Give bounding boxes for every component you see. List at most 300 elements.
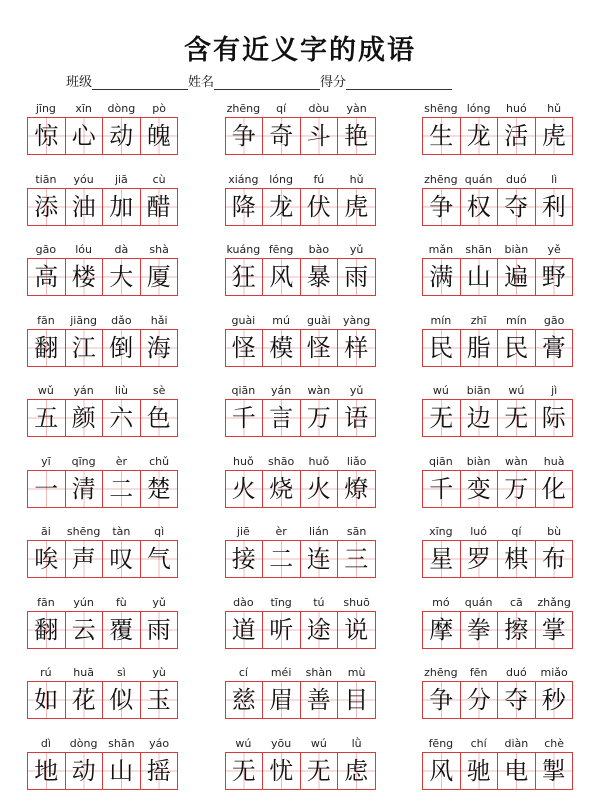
- pinyin-syllable: fān: [37, 313, 55, 327]
- hanzi-character: 驰: [466, 756, 491, 785]
- pinyin-syllable: yù: [152, 666, 166, 679]
- tianzige-boxes: [225, 540, 376, 578]
- student-info-line: [66, 71, 452, 90]
- pinyin-syllable: shāo: [268, 454, 295, 468]
- character-box: [423, 612, 461, 648]
- class-label: 班级: [66, 75, 93, 90]
- hanzi-character: 语: [344, 404, 369, 432]
- pinyin-syllable: huà: [543, 454, 565, 468]
- tianzige-boxes: [225, 329, 376, 367]
- pinyin-syllable: jīng: [35, 102, 56, 115]
- idiom-item: [27, 382, 178, 453]
- hanzi-character: 地: [34, 756, 59, 785]
- character-box: [338, 612, 375, 648]
- pinyin-syllable: yī: [41, 454, 51, 468]
- character-box: [301, 259, 339, 295]
- character-box: [536, 471, 573, 507]
- character-box: [338, 541, 375, 577]
- character-box: [301, 682, 339, 718]
- character-box: [226, 330, 264, 366]
- idiom-row: [27, 594, 573, 665]
- character-box: [28, 259, 66, 295]
- character-box: [423, 259, 461, 295]
- pinyin-syllable: yàn: [346, 102, 367, 115]
- character-box: [536, 682, 573, 718]
- hanzi-character: 三: [344, 545, 369, 573]
- character-box: [226, 400, 264, 436]
- hanzi-character: 星: [429, 545, 454, 573]
- pinyin-row: [422, 594, 573, 611]
- tianzige-boxes: [422, 188, 573, 226]
- character-box: [498, 471, 536, 507]
- pinyin-syllable: jiāng: [70, 313, 98, 327]
- idiom-item: [27, 453, 178, 524]
- hanzi-character: 脂: [466, 333, 491, 362]
- pinyin-syllable: diàn: [504, 736, 529, 750]
- pinyin-syllable: zhēng: [424, 172, 458, 186]
- tianzige-boxes: [422, 117, 573, 155]
- tianzige-boxes: [27, 611, 178, 649]
- pinyin-row: [27, 171, 178, 188]
- hanzi-character: 争: [429, 686, 454, 714]
- character-box: [461, 400, 499, 436]
- character-box: [103, 189, 141, 225]
- character-box: [338, 189, 375, 225]
- hanzi-character: 厦: [146, 263, 171, 291]
- hanzi-character: 说: [344, 615, 369, 644]
- pinyin-syllable: chè: [544, 736, 565, 750]
- pinyin-syllable: yóu: [73, 172, 94, 186]
- idiom-item: [422, 523, 573, 594]
- pinyin-syllable: cí: [238, 666, 248, 679]
- hanzi-character: 声: [71, 545, 96, 573]
- pinyin-row: [225, 735, 376, 752]
- pinyin-syllable: gāo: [543, 313, 565, 327]
- character-box: [338, 259, 375, 295]
- pinyin-syllable: yǔ: [349, 384, 364, 397]
- page-title: 含有近义字的成语: [184, 35, 416, 66]
- character-box: [226, 612, 264, 648]
- tianzige-boxes: [422, 681, 573, 719]
- hanzi-character: 玉: [146, 686, 171, 714]
- pinyin-syllable: cù: [152, 172, 166, 186]
- pinyin-syllable: tīng: [270, 595, 292, 609]
- character-box: [301, 612, 339, 648]
- hanzi-character: 六: [109, 404, 134, 432]
- character-box: [141, 753, 178, 789]
- hanzi-character: 争: [429, 192, 454, 221]
- hanzi-character: 燎: [344, 474, 369, 503]
- character-box: [498, 189, 536, 225]
- character-box: [28, 471, 66, 507]
- pinyin-syllable: fù: [115, 595, 127, 609]
- pinyin-syllable: huǒ: [308, 454, 330, 468]
- character-box: [103, 541, 141, 577]
- hanzi-character: 万: [504, 474, 529, 503]
- pinyin-syllable: sè: [152, 384, 166, 397]
- idiom-item: [225, 453, 376, 524]
- pinyin-row: [225, 664, 376, 681]
- tianzige-boxes: [27, 540, 178, 578]
- character-box: [66, 330, 104, 366]
- character-box: [536, 753, 573, 789]
- character-box: [338, 118, 375, 154]
- pinyin-syllable: wǔ: [37, 384, 54, 397]
- hanzi-character: 心: [71, 122, 96, 150]
- character-box: [338, 682, 375, 718]
- hanzi-character: 夺: [504, 192, 529, 221]
- character-box: [423, 330, 461, 366]
- hanzi-character: 花: [71, 686, 96, 714]
- pinyin-syllable: èr: [115, 454, 128, 468]
- hanzi-character: 二: [109, 474, 134, 503]
- tianzige-boxes: [422, 470, 573, 508]
- pinyin-syllable: fān: [37, 595, 55, 609]
- pinyin-syllable: mǎn: [428, 243, 454, 256]
- hanzi-character: 民: [429, 333, 454, 362]
- pinyin-syllable: yǔ: [152, 595, 166, 609]
- idiom-item: [27, 100, 178, 171]
- idiom-item: [225, 312, 376, 383]
- pinyin-syllable: fēng: [428, 736, 454, 750]
- pinyin-syllable: jiē: [236, 525, 250, 538]
- hanzi-character: 雨: [344, 263, 369, 291]
- hanzi-character: 接: [231, 545, 256, 573]
- character-box: [226, 541, 264, 577]
- pinyin-syllable: biàn: [504, 243, 529, 256]
- hanzi-character: 利: [541, 192, 566, 221]
- hanzi-character: 听: [269, 615, 294, 644]
- hanzi-character: 江: [71, 333, 96, 362]
- character-box: [301, 753, 339, 789]
- character-box: [301, 400, 339, 436]
- character-box: [141, 330, 178, 366]
- pinyin-row: [27, 241, 178, 258]
- hanzi-character: 掣: [541, 756, 566, 785]
- character-box: [103, 471, 141, 507]
- class-field[interactable]: [92, 75, 188, 90]
- character-box: [28, 400, 66, 436]
- hanzi-character: 醋: [146, 192, 171, 221]
- character-box: [423, 400, 461, 436]
- pinyin-syllable: tàn: [112, 525, 131, 538]
- hanzi-character: 连: [306, 545, 331, 573]
- character-box: [536, 400, 573, 436]
- name-field[interactable]: [214, 75, 320, 90]
- hanzi-character: 风: [429, 756, 454, 785]
- hanzi-character: 气: [146, 545, 171, 573]
- pinyin-syllable: yáo: [149, 736, 170, 750]
- character-box: [461, 118, 499, 154]
- idiom-item: [225, 523, 376, 594]
- character-box: [103, 330, 141, 366]
- idiom-item: [422, 594, 573, 665]
- pinyin-syllable: luó: [470, 525, 487, 538]
- character-box: [536, 541, 573, 577]
- tianzige-boxes: [422, 258, 573, 296]
- hanzi-character: 大: [109, 263, 134, 291]
- idiom-row: [27, 664, 573, 735]
- pinyin-syllable: lóu: [75, 243, 92, 256]
- character-box: [141, 118, 178, 154]
- hanzi-character: 五: [34, 404, 59, 432]
- pinyin-syllable: kuáng: [226, 243, 261, 256]
- name-label: 姓名: [188, 75, 215, 90]
- idiom-item: [27, 241, 178, 312]
- hanzi-character: 罗: [466, 545, 491, 573]
- character-box: [66, 259, 104, 295]
- pinyin-syllable: mú: [272, 313, 290, 327]
- hanzi-character: 野: [541, 263, 566, 291]
- character-box: [141, 259, 178, 295]
- character-box: [66, 753, 104, 789]
- character-box: [423, 541, 461, 577]
- hanzi-character: 色: [146, 404, 171, 432]
- pinyin-row: [27, 664, 178, 681]
- hanzi-character: 动: [109, 122, 134, 150]
- pinyin-syllable: èr: [275, 525, 287, 538]
- pinyin-syllable: dòu: [308, 102, 330, 115]
- pinyin-row: [27, 523, 178, 540]
- character-box: [461, 259, 499, 295]
- hanzi-character: 烧: [269, 474, 294, 503]
- idiom-item: [225, 100, 376, 171]
- hanzi-character: 边: [466, 404, 491, 432]
- pinyin-row: [27, 382, 178, 399]
- pinyin-syllable: zhǎng: [537, 595, 571, 609]
- pinyin-row: [27, 594, 178, 611]
- character-box: [423, 682, 461, 718]
- character-box: [141, 189, 178, 225]
- hanzi-character: 魄: [146, 122, 171, 150]
- pinyin-syllable: shàn: [305, 666, 333, 679]
- character-box: [536, 259, 573, 295]
- hanzi-character: 龙: [269, 192, 294, 221]
- pinyin-syllable: duó: [506, 172, 527, 186]
- character-box: [28, 612, 66, 648]
- idiom-item: [27, 171, 178, 242]
- pinyin-row: [422, 382, 573, 399]
- character-box: [423, 471, 461, 507]
- character-box: [338, 400, 375, 436]
- tianzige-boxes: [27, 329, 178, 367]
- pinyin-syllable: yě: [547, 243, 561, 256]
- score-label: 得分: [320, 75, 347, 90]
- idiom-row: [27, 241, 573, 312]
- character-box: [28, 330, 66, 366]
- hanzi-character: 言: [269, 404, 294, 432]
- pinyin-syllable: xiáng: [228, 172, 259, 186]
- pinyin-syllable: xīn: [75, 102, 92, 115]
- score-field[interactable]: [346, 75, 452, 90]
- idiom-row: [27, 523, 573, 594]
- pinyin-syllable: mín: [430, 313, 452, 327]
- hanzi-character: 千: [429, 474, 454, 503]
- character-box: [263, 753, 301, 789]
- pinyin-syllable: gāo: [35, 243, 57, 256]
- character-box: [536, 330, 573, 366]
- pinyin-syllable: yǔ: [349, 243, 364, 256]
- pinyin-syllable: hǔ: [349, 172, 364, 186]
- tianzige-boxes: [27, 752, 178, 790]
- hanzi-character: 加: [109, 192, 134, 221]
- pinyin-syllable: tú: [313, 595, 325, 609]
- hanzi-character: 民: [504, 333, 529, 362]
- character-box: [461, 753, 499, 789]
- character-box: [536, 189, 573, 225]
- character-box: [461, 682, 499, 718]
- idiom-row: [27, 453, 573, 524]
- character-box: [461, 330, 499, 366]
- hanzi-character: 虎: [344, 192, 369, 221]
- character-box: [226, 753, 264, 789]
- pinyin-syllable: wàn: [307, 384, 331, 397]
- idiom-item: [225, 664, 376, 735]
- hanzi-character: 覆: [109, 615, 134, 644]
- character-box: [263, 259, 301, 295]
- character-box: [66, 612, 104, 648]
- character-box: [461, 189, 499, 225]
- pinyin-syllable: chǔ: [149, 454, 170, 468]
- hanzi-character: 争: [231, 122, 256, 150]
- character-box: [301, 189, 339, 225]
- idiom-item: [422, 664, 573, 735]
- character-box: [263, 189, 301, 225]
- pinyin-syllable: dà: [114, 243, 129, 256]
- hanzi-character: 棋: [504, 545, 529, 573]
- pinyin-syllable: fú: [313, 172, 325, 186]
- hanzi-character: 擦: [504, 615, 529, 644]
- pinyin-syllable: jì: [551, 384, 558, 397]
- pinyin-syllable: chí: [470, 736, 487, 750]
- hanzi-character: 火: [231, 474, 256, 503]
- hanzi-character: 唉: [34, 545, 59, 573]
- character-box: [498, 400, 536, 436]
- character-box: [498, 753, 536, 789]
- pinyin-syllable: mó: [432, 595, 450, 609]
- pinyin-syllable: jiā: [114, 172, 128, 186]
- hanzi-character: 云: [71, 615, 96, 644]
- hanzi-character: 降: [231, 192, 256, 221]
- character-box: [263, 330, 301, 366]
- character-box: [103, 682, 141, 718]
- tianzige-boxes: [27, 399, 178, 437]
- pinyin-row: [422, 523, 573, 540]
- character-box: [498, 118, 536, 154]
- pinyin-row: [225, 312, 376, 329]
- pinyin-syllable: huǒ: [233, 454, 254, 468]
- pinyin-syllable: shuō: [343, 595, 370, 609]
- tianzige-boxes: [422, 399, 573, 437]
- idiom-row: [27, 171, 573, 242]
- hanzi-character: 摇: [146, 756, 171, 785]
- hanzi-character: 楚: [146, 474, 171, 503]
- tianzige-boxes: [225, 681, 376, 719]
- pinyin-syllable: biān: [466, 384, 491, 397]
- idiom-row: [27, 735, 573, 806]
- hanzi-character: 二: [269, 545, 294, 573]
- hanzi-character: 无: [306, 756, 331, 785]
- character-box: [141, 612, 178, 648]
- hanzi-character: 化: [541, 474, 566, 503]
- character-box: [103, 753, 141, 789]
- tianzige-boxes: [422, 611, 573, 649]
- character-box: [301, 541, 339, 577]
- hanzi-character: 样: [344, 333, 369, 362]
- idiom-item: [27, 312, 178, 383]
- idiom-item: [225, 382, 376, 453]
- pinyin-syllable: fēn: [469, 666, 488, 679]
- hanzi-character: 满: [429, 263, 454, 291]
- hanzi-character: 忧: [269, 756, 294, 785]
- character-box: [461, 541, 499, 577]
- hanzi-character: 电: [504, 756, 529, 785]
- hanzi-character: 暴: [306, 263, 331, 291]
- tianzige-boxes: [225, 752, 376, 790]
- character-box: [498, 541, 536, 577]
- character-box: [423, 753, 461, 789]
- pinyin-row: [225, 453, 376, 470]
- pinyin-syllable: zhēng: [226, 102, 261, 115]
- character-box: [536, 612, 573, 648]
- hanzi-character: 摩: [429, 615, 454, 644]
- pinyin-syllable: sān: [346, 525, 367, 538]
- character-box: [498, 259, 536, 295]
- pinyin-syllable: wú: [235, 736, 252, 750]
- pinyin-syllable: dǎo: [111, 313, 132, 327]
- hanzi-character: 万: [306, 404, 331, 432]
- hanzi-character: 颜: [71, 404, 96, 432]
- hanzi-character: 慈: [231, 686, 256, 714]
- hanzi-character: 模: [269, 333, 294, 362]
- hanzi-character: 眉: [269, 686, 294, 714]
- character-box: [226, 682, 264, 718]
- character-box: [28, 118, 66, 154]
- hanzi-character: 怪: [306, 333, 331, 362]
- character-box: [66, 118, 104, 154]
- pinyin-syllable: qīng: [71, 454, 96, 468]
- hanzi-character: 无: [429, 404, 454, 432]
- hanzi-character: 叹: [109, 545, 134, 573]
- tianzige-boxes: [225, 188, 376, 226]
- pinyin-syllable: shān: [108, 736, 135, 750]
- hanzi-character: 火: [306, 474, 331, 503]
- idiom-row: [27, 100, 573, 171]
- pinyin-syllable: cā: [509, 595, 523, 609]
- idiom-row: [27, 312, 573, 383]
- hanzi-character: 翻: [34, 615, 59, 644]
- idiom-item: [422, 100, 573, 171]
- pinyin-syllable: wú: [508, 384, 525, 397]
- hanzi-character: 善: [306, 686, 331, 714]
- tianzige-boxes: [422, 752, 573, 790]
- hanzi-character: 风: [269, 263, 294, 291]
- character-box: [141, 471, 178, 507]
- character-box: [226, 189, 264, 225]
- character-box: [301, 330, 339, 366]
- pinyin-syllable: biàn: [466, 454, 491, 468]
- hanzi-character: 活: [504, 122, 529, 150]
- idiom-item: [422, 735, 573, 806]
- character-box: [103, 612, 141, 648]
- pinyin-syllable: lóng: [269, 172, 293, 186]
- character-box: [498, 682, 536, 718]
- pinyin-syllable: shà: [149, 243, 169, 256]
- pinyin-syllable: qí: [276, 102, 287, 115]
- pinyin-syllable: mù: [347, 666, 366, 679]
- hanzi-character: 途: [306, 615, 331, 644]
- hanzi-character: 遍: [504, 263, 529, 291]
